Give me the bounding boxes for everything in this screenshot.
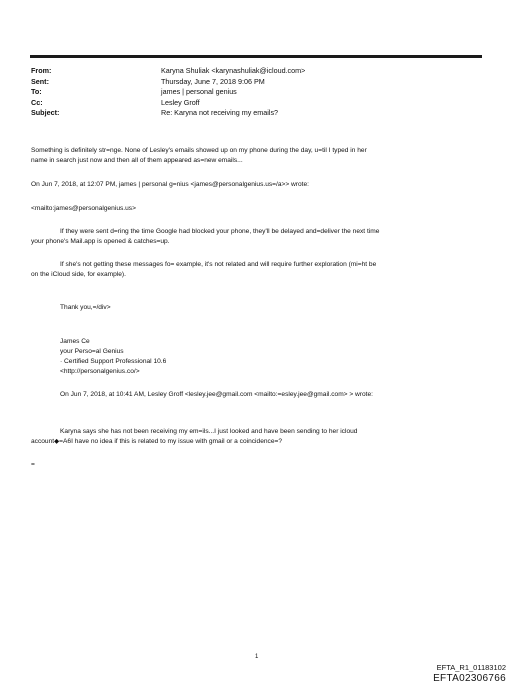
quote-header: On Jun 7, 2018, at 10:41 AM, Lesley Groff <lesley.jee@gmail.com <mailto:=esley.jee@gmail.com> > wrote: xyxy=(60,391,374,398)
body-paragraph: name in search just now and then all of them appeared as=new emails... xyxy=(31,157,243,164)
bates-code-2: EFTA02306766 xyxy=(433,673,506,684)
signature-url: <http://personalgenius.co/> xyxy=(60,368,140,375)
body-paragraph: your phone's Mail.app is opened & catches=up. xyxy=(31,238,170,245)
body-paragraph: If they were sent d=ring the time Google had blocked your phone, they'll be delayed and=deliver the next time xyxy=(60,228,380,235)
bates-code-1: EFTA_R1_01183102 xyxy=(436,663,506,672)
cc-value: Lesley Groff xyxy=(161,97,200,107)
sign-off: Thank you,=/div> xyxy=(60,304,111,311)
signature-title: your Perso=al Genius xyxy=(60,348,124,355)
subject-label: Subject: xyxy=(31,108,60,117)
from-label: From: xyxy=(31,66,52,75)
from-value: Karyna Shuliak <karynashuliak@icloud.com> xyxy=(161,66,306,75)
signature-cert: · Certified Support Professional 10.6 xyxy=(60,358,167,365)
body-paragraph: If she's not getting these messages fo= example, it's not related and will require further exploration (mi=ht be xyxy=(60,261,377,268)
subject-value: Re: Karyna not receiving my emails? xyxy=(161,108,279,117)
sent-label: Sent: xyxy=(31,76,49,86)
to-value: james | personal genius xyxy=(161,87,237,96)
mailto-line: <mailto:james@personalgenius.us> xyxy=(31,205,136,212)
header-rule xyxy=(30,55,482,58)
quote-header: On Jun 7, 2018, at 12:07 PM, james | personal g=nius <james@personalgenius.us=/a>> wrote: xyxy=(31,181,309,188)
body-paragraph: on the iCloud side, for example). xyxy=(31,271,126,278)
sent-value: Thursday, June 7, 2018 9:06 PM xyxy=(161,76,265,86)
body-paragraph: account◆=A6I have no idea if this is related to my issue with gmail or a coincidence=? xyxy=(31,438,283,445)
body-paragraph: Something is definitely str=nge. None of Lesley's emails showed up on my phone during the day, u=til I typed in her xyxy=(31,147,367,154)
signature-name: James Ce xyxy=(60,338,90,345)
trailing-equals: = xyxy=(31,461,35,468)
to-label: To: xyxy=(31,87,42,96)
cc-label: Cc: xyxy=(31,97,43,107)
page-number: 1 xyxy=(255,654,259,660)
body-paragraph: Karyna says she has not been receiving my em=ils...I just looked and have been sending to her icloud xyxy=(60,428,358,435)
